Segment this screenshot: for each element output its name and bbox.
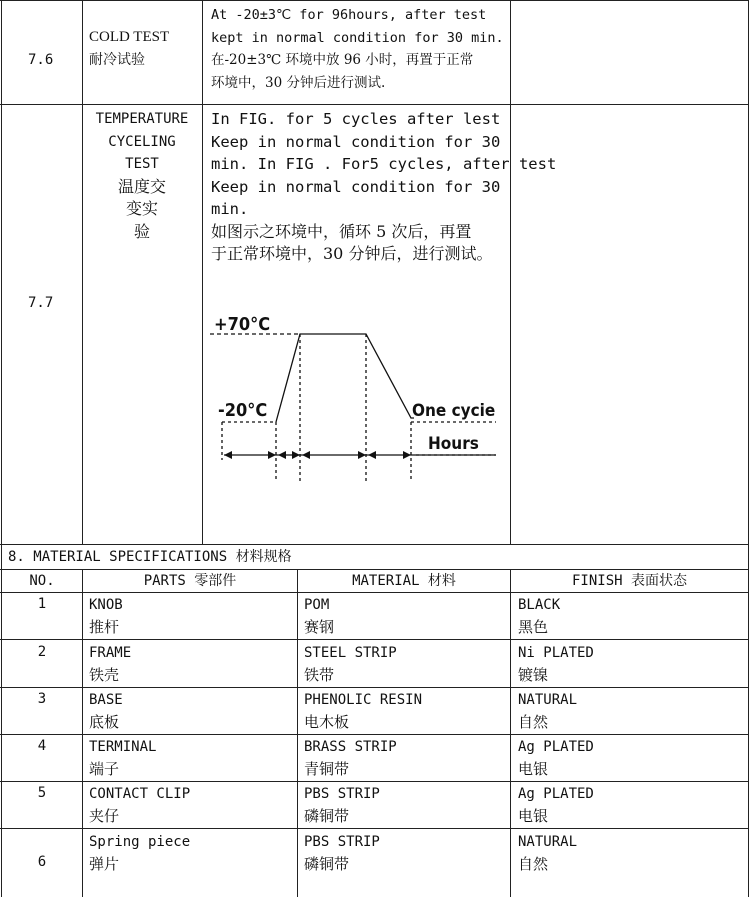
test-condition: In FIG. for 5 cycles after lest Keep in normal condition for 30 min. In FIG . For5 cycles, after test Keep in normal condition for 30 min. 如图示之环境中，循环 5 次后，再置 于正常环境中，30 分钟后，进行测试。 — [211, 110, 557, 263]
test-name: TEMPERATURE CYCELING TEST 温度交 变实 验 — [95, 111, 189, 241]
row-divider — [0, 687, 749, 688]
table-cell-finish: Ni PLATED — [518, 645, 594, 661]
column-divider — [510, 0, 511, 544]
table-cell-part: 底板 — [89, 713, 120, 731]
table-cell-finish: 黑色 — [518, 618, 549, 636]
column-divider — [82, 569, 83, 897]
arrow-head — [292, 451, 300, 459]
test-number: 7.6 — [28, 52, 54, 68]
row-divider — [0, 828, 749, 829]
hours-label: Hours — [428, 434, 479, 454]
row-divider — [0, 781, 749, 782]
header-finish: FINISH 表面状态 — [571, 573, 687, 589]
row-divider — [0, 639, 749, 640]
test-name: COLD TEST 耐冷试验 — [89, 29, 170, 68]
table-cell-part: 夹仔 — [89, 807, 120, 825]
high-temp-label: +70°C — [214, 314, 271, 335]
row-divider — [0, 592, 749, 593]
table-cell-finish: Ag PLATED — [518, 786, 594, 802]
arrow-head — [403, 451, 411, 459]
table-cell-part: 铁壳 — [89, 666, 120, 684]
row-number: 2 — [37, 644, 47, 660]
row-divider — [0, 569, 749, 570]
low-temp-label: -20°C — [218, 400, 268, 421]
table-cell-material: POM — [304, 597, 330, 613]
table-cell-finish: NATURAL — [518, 834, 578, 850]
row-divider — [0, 104, 749, 105]
table-cell-finish: BLACK — [518, 597, 561, 613]
table-cell-part: KNOB — [89, 597, 123, 613]
column-divider — [82, 0, 83, 544]
test-number: 7.7 — [28, 295, 54, 311]
table-cell-part: TERMINAL — [89, 739, 157, 755]
table-cell-material: BRASS STRIP — [304, 739, 397, 755]
arrow-head — [368, 451, 376, 459]
table-cell-finish: 自然 — [518, 855, 549, 873]
table-cell-part: CONTACT CLIP — [89, 786, 191, 802]
header-parts: PARTS 零部件 — [143, 573, 237, 589]
table-cell-material: PBS STRIP — [304, 834, 380, 850]
row-divider — [0, 734, 749, 735]
table-cell-part: FRAME — [89, 645, 132, 661]
column-divider — [510, 569, 511, 897]
table-cell-finish: 镀镍 — [518, 666, 549, 684]
table-cell-finish: Ag PLATED — [518, 739, 594, 755]
header-no: NO. — [29, 573, 55, 589]
section-title: 8. MATERIAL SPECIFICATIONS 材料规格 — [8, 549, 292, 565]
arrow-head — [358, 451, 366, 459]
cycle-profile-line — [276, 334, 414, 422]
temperature-cycle-diagram — [206, 300, 506, 490]
table-cell-material: 赛钢 — [304, 618, 335, 636]
arrow-head — [268, 451, 276, 459]
table-cell-finish: NATURAL — [518, 692, 578, 708]
arrow-head — [302, 451, 310, 459]
row-number: 3 — [37, 691, 47, 707]
cycle-label: One cycie — [412, 401, 496, 421]
table-cell-material: STEEL STRIP — [304, 645, 397, 661]
table-cell-material: 磷铜带 — [304, 855, 350, 873]
table-cell-part: BASE — [89, 692, 123, 708]
table-cell-material: 磷铜带 — [304, 807, 350, 825]
test-condition: At -20±3℃ for 96hours, after test kept in normal condition for 30 min. 在-20±3℃ 环境中放 96 小时，再置于正常 环境中，30 分钟后进行测试. — [211, 7, 504, 91]
arrow-head — [278, 451, 286, 459]
table-left-border — [1, 0, 2, 897]
table-cell-finish: 自然 — [518, 713, 549, 731]
row-number: 1 — [37, 596, 47, 612]
row-number: 4 — [37, 738, 47, 754]
table-cell-part: 推杆 — [89, 618, 120, 636]
arrow-head — [224, 451, 232, 459]
table-cell-part: 弹片 — [89, 855, 120, 873]
table-cell-finish: 电银 — [518, 807, 549, 825]
table-cell-material: PBS STRIP — [304, 786, 380, 802]
table-cell-part: Spring piece — [89, 834, 191, 850]
table-cell-material: 电木板 — [304, 713, 350, 731]
column-divider — [202, 0, 203, 544]
row-divider — [0, 544, 749, 545]
column-divider — [297, 569, 298, 897]
table-cell-material: 青铜带 — [304, 760, 350, 778]
row-number: 5 — [37, 785, 47, 801]
row-number: 6 — [37, 854, 47, 870]
table-cell-material: 铁带 — [304, 666, 335, 684]
table-cell-part: 端子 — [89, 760, 120, 778]
table-right-border — [748, 0, 749, 897]
table-cell-finish: 电银 — [518, 760, 549, 778]
table-top-border — [0, 0, 749, 1]
header-material: MATERIAL 材料 — [352, 573, 456, 589]
table-cell-material: PHENOLIC RESIN — [304, 692, 423, 708]
